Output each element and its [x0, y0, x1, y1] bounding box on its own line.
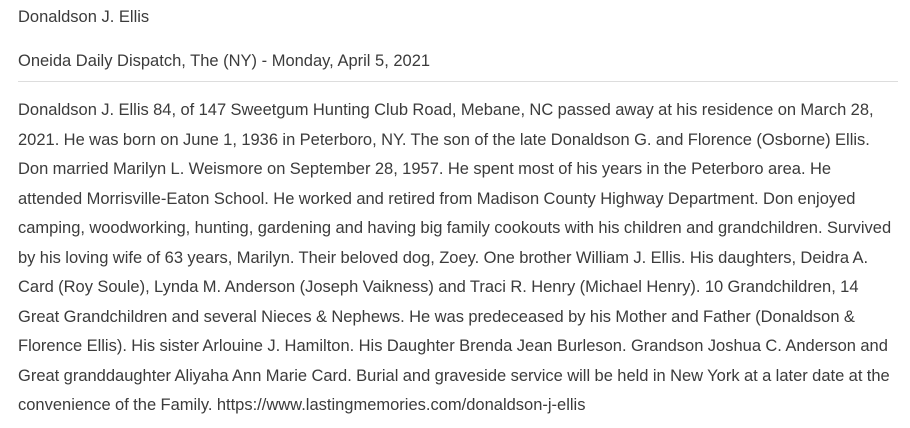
- divider: [18, 81, 898, 82]
- obituary-text: Donaldson J. Ellis 84, of 147 Sweetgum Hunting Club Road, Mebane, NC passed away at his residence on March 28, 2021. He was born on June 1, 1936 in Peterboro, NY. The son of the late Donaldson G. and Florence (Osborne) Ellis. Don married Marilyn L. Weismore on September 28, 1957. He spent most of his years in the Peterboro area. He attended Morrisville-Eaton School. He worked and retired from Madison County Highway Department. Don enjoyed camping, woodworking, hunting, gardening and having big family cookouts with his children and grandchildren. Survived by his loving wife of 63 years, Marilyn. Their beloved dog, Zoey. One brother William J. Ellis. His daughters, Deidra A. Card (Roy Soule), Lynda M. Anderson (Joseph Vaikness) and Traci R. Henry (Michael Henry). 10 Grandchildren, 14 Great Grandchildren and several Nieces & Nephews. He was predeceased by his Mother and Father (Donaldson & Florence Ellis). His sister Arlouine J. Hamilton. His Daughter Brenda Jean Burleson. Grandson Joshua C. Anderson and Great granddaughter Aliyaha Ann Marie Card. Burial and graveside service will be held in New York at a later date at the convenience of the Family. https://www.lastingmemories.com/donaldson-j-ellis: [18, 101, 892, 414]
- obituary-name: Donaldson J. Ellis: [18, 8, 150, 26]
- obituary-source: Oneida Daily Dispatch, The (NY) - Monday, April 5, 2021: [18, 52, 431, 70]
